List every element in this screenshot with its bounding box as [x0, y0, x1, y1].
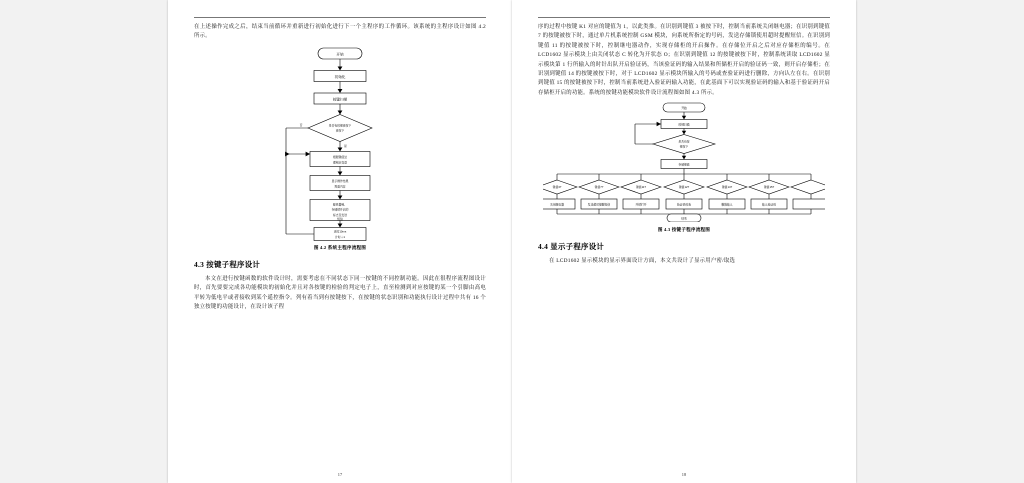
node-label: 键值11? [635, 185, 647, 190]
document-page-left [168, 0, 512, 483]
node-label: 开始 [336, 52, 344, 57]
branch-label-no: 否 [299, 122, 303, 127]
paragraph: 序的过程中按键 K1 对应的键值为 1，以此类推。在识别到键值 3 被按下时，控制当前系统关闭继电器；在识别到键值 7 的按键被按下时，通过单片机系统控制 GSM 模块，向系统所指定的号码，发送存储锁使用超时提醒短信。在识别到键值 11 的按键被按下时，控制继电器动作，实现存储柜的开启操作。在存储位开启之后对应存储柜的编号。在 LCD1602 显示模块上由关闭状态 C 转化为开状态 O；在识别到键值 12 的按键被按下时，控制系统读取 LCD1602 显示模块第 1 行所输入的时针出队开启验证码，当该验证码的输入结果和所储柜开启的验证码一致，则开启存储柜；在识别到键值 14 的按键被按下时，对于 LCD1602 显示模块所输入的号码或查验证码进行删除，方向认左在右。在识别到键值 15 的按键被按下时，控制当前系统进入验证码输入功能，在此基面下可以实现验证码的输入和基于验证码开启存储柜开启的功能。系统的按键功能模块软件设计流程图如图 4.3 所示。 [538, 24, 830, 96]
node-label: 键值14? [721, 185, 733, 190]
node-label: 键值3? [552, 185, 562, 190]
node-label: 键值7? [594, 185, 604, 190]
node-label: 初始化 [334, 74, 346, 79]
figure-caption: 图 4.2 系统主程序流程图 [313, 244, 367, 250]
page-header [538, 14, 830, 18]
node-label: 验证码校验 [677, 202, 691, 207]
figure-flowchart-key-subprogram [538, 102, 830, 224]
node-label: 存储锁开启的 [331, 207, 349, 212]
paragraph: 在 LCD1602 显示模块的显示界面设计方面，本文共设计了显示用户密/取选 [549, 258, 736, 265]
node-label: 开始 [681, 106, 687, 111]
page-number: 18 [681, 472, 687, 477]
node-label: 输入验证码 [762, 202, 776, 207]
node-label: 开锁打开 [635, 202, 647, 207]
section-title: 4.4 显示子程序设计 [538, 242, 605, 252]
node-label: 延时10ms [333, 229, 347, 234]
branch-label-yes: 是 [344, 143, 347, 148]
document-page-right [512, 0, 856, 483]
node-label: 发送超时提醒短信 [587, 202, 611, 207]
node-label: 短信 [337, 216, 343, 221]
node-label: 键值15? [763, 185, 775, 190]
node-label: 界面内容 [334, 184, 346, 189]
node-label: 按键扫描 [332, 97, 348, 102]
node-label: 键按下 [679, 144, 689, 149]
node-label: 根据键值处 [333, 154, 347, 159]
paragraph: 本文在进行按键函数的软件设计时，需要考虑在不同状态下同一按键的不同控制功能。因此在很程序流程图设计时，首先要要完成各功能模块的初始化并且对各按键的检验的判定电子上，直至检测到对应按键的某一个引脚由高电平转为低电平或者接收到某个遥控指令。列有着当到有按键按下，在按键的状态识别和功能执行设计过程中共有 16 个独立按键的功能设计，在设计该子程 [194, 275, 486, 311]
node-label: 标志及发送 [333, 212, 347, 217]
node-label: 结束 [681, 216, 687, 221]
node-label: 理相应变量 [333, 160, 347, 165]
node-label: 蜂鸣器响、 [333, 202, 347, 207]
node-label: 键值12? [678, 185, 690, 190]
node-label: 显示操作结果 [331, 178, 349, 183]
node-label-2: 被按下 [335, 128, 345, 133]
node-label: 是否有按 [678, 139, 690, 144]
node-label: 存储键值 [678, 162, 690, 167]
section-title: 4.3 按键子程序设计 [194, 259, 261, 269]
node-label: 是否有按键被按下 [328, 123, 352, 128]
node-label: 按键扫描 [678, 122, 690, 127]
page-number: 17 [337, 472, 343, 477]
node-label: 删除输入 [721, 202, 733, 207]
figure-flowchart-main-program [194, 46, 486, 242]
node-label: 计时＋1 [335, 234, 345, 239]
node-label: 关闭继电器 [550, 202, 564, 207]
paragraph: 在上述操作完成之后，结束当前循环并重新进行初始化进行下一个主程序的工作循环。该系统的主程序设计如图 4.2 所示。 [194, 24, 486, 40]
page-header [194, 14, 486, 18]
figure-caption: 图 4.3 按键子程序流程图 [657, 227, 711, 233]
